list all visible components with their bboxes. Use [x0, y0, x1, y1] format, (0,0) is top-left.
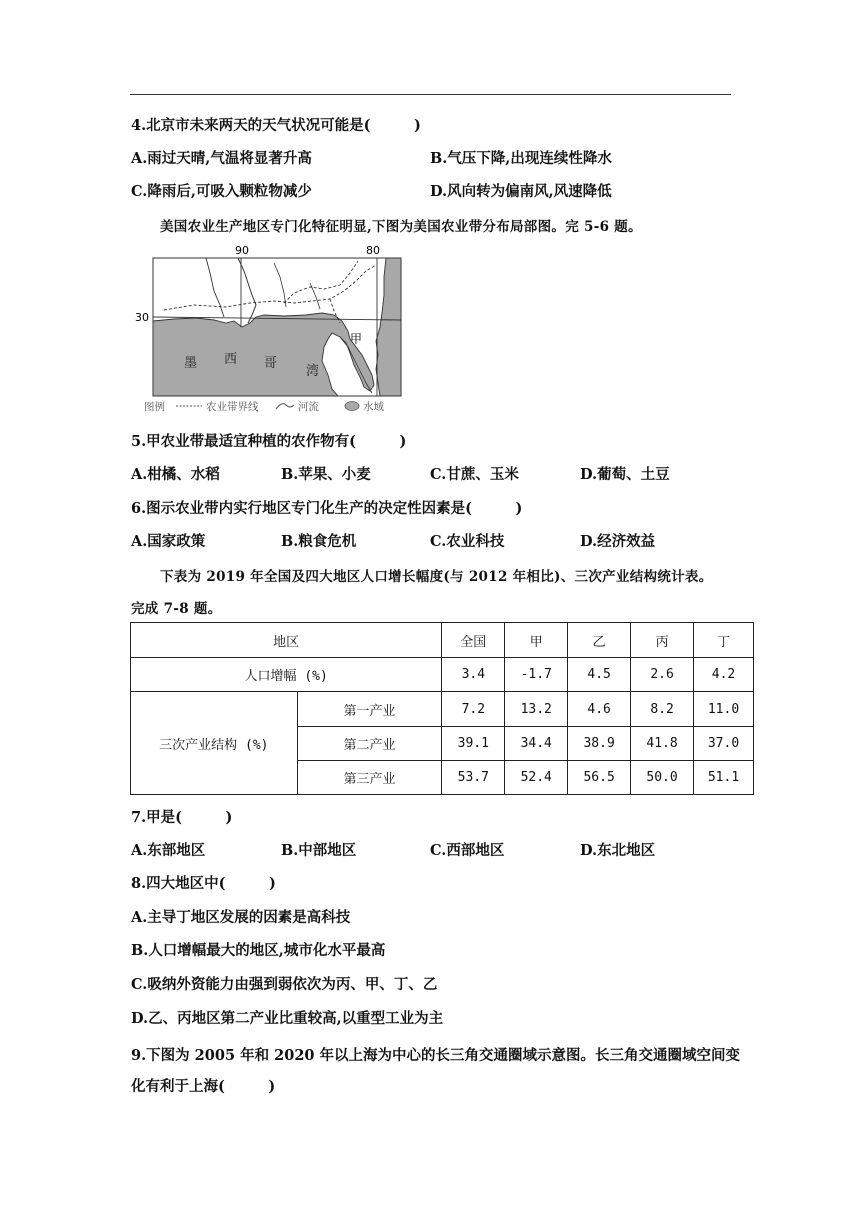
table-cell: 4.6 — [568, 692, 631, 727]
question-7-option-a[interactable]: A.东部地区 — [131, 842, 206, 859]
lon-label-80: 80 — [366, 244, 380, 257]
table-cell: -1.7 — [505, 658, 568, 692]
gulf-char-3: 哥 — [264, 356, 278, 371]
question-8-option-c[interactable]: C.吸纳外资能力由强到弱依次为丙、甲、丁、乙 — [131, 976, 438, 993]
table-cell: 39.1 — [442, 727, 505, 761]
question-5-option-d[interactable]: D.葡萄、土豆 — [580, 466, 670, 483]
row-group-label-structure: 三次产业结构 (%) — [131, 692, 298, 795]
question-8-option-b[interactable]: B.人口增幅最大的地区,城市化水平最高 — [131, 942, 386, 959]
question-9-stem-line2: 化有利于上海( ) — [131, 1078, 276, 1095]
question-4-stem: 4.北京市未来两天的天气状况可能是( ) — [131, 117, 421, 134]
legend-water-label: 水域 — [363, 401, 384, 413]
table-row-population — [131, 658, 754, 692]
gulf-char-4: 湾 — [306, 364, 320, 379]
question-6-option-d[interactable]: D.经济效益 — [580, 533, 656, 550]
question-5-stem: 5.甲农业带最适宜种植的农作物有( ) — [131, 433, 407, 450]
table-cell: 56.5 — [568, 761, 631, 795]
table-row-primary — [131, 692, 754, 727]
table-cell: 8.2 — [631, 692, 694, 727]
row-label-population: 人口增幅 (%) — [131, 658, 442, 692]
lat-label-30: 30 — [135, 311, 149, 324]
question-7-option-b[interactable]: B.中部地区 — [281, 842, 357, 859]
table-cell: 2.6 — [631, 658, 694, 692]
table-cell: 3.4 — [442, 658, 505, 692]
question-7-stem: 7.甲是( ) — [131, 809, 233, 826]
header-cell-region: 地区 — [131, 623, 442, 658]
table-cell: 13.2 — [505, 692, 568, 727]
question-4-option-b[interactable]: B.气压下降,出现连续性降水 — [430, 150, 612, 167]
question-6-option-c[interactable]: C.农业科技 — [430, 533, 505, 550]
question-8-option-a[interactable]: A.主导丁地区发展的因素是高科技 — [131, 909, 351, 926]
table-cell: 7.2 — [442, 692, 505, 727]
region-jia-label: 甲 — [350, 332, 363, 346]
question-4-option-a[interactable]: A.雨过天晴,气温将显著升高 — [131, 150, 312, 167]
row-label-primary: 第一产业 — [297, 692, 442, 727]
question-4-option-c[interactable]: C.降雨后,可吸入颗粒物减少 — [131, 183, 312, 200]
table-cell: 11.0 — [694, 692, 754, 727]
legend-title: 图例 — [144, 401, 165, 413]
question-6-option-b[interactable]: B.粮食危机 — [281, 533, 357, 550]
question-7-option-d[interactable]: D.东北地区 — [580, 842, 656, 859]
table-cell: 53.7 — [442, 761, 505, 795]
gulf-char-2: 西 — [224, 352, 238, 367]
legend-boundary-label: 农业带界线 — [206, 401, 259, 413]
row-label-secondary: 第二产业 — [297, 727, 442, 761]
question-8-stem: 8.四大地区中( ) — [131, 875, 276, 892]
question-5-option-c[interactable]: C.甘蔗、玉米 — [430, 466, 519, 483]
header-cell-jia: 甲 — [505, 623, 568, 658]
lon-label-90: 90 — [235, 244, 249, 257]
question-5-option-a[interactable]: A.柑橘、水稻 — [131, 466, 220, 483]
header-cell-yi: 乙 — [568, 623, 631, 658]
legend-river-label: 河流 — [298, 401, 319, 413]
intro-questions-5-6: 美国农业生产地区专门化特征明显,下图为美国农业带分布局部图。完 5-6 题。 — [160, 219, 642, 235]
header-cell-ding: 丁 — [694, 623, 754, 658]
table-cell: 4.5 — [568, 658, 631, 692]
table-cell: 41.8 — [631, 727, 694, 761]
header-rule — [130, 94, 731, 95]
intro-questions-7-8-line1: 下表为 2019 年全国及四大地区人口增长幅度(与 2012 年相比)、三次产业结构统计表。 — [160, 569, 713, 585]
table-cell: 4.2 — [694, 658, 754, 692]
us-agriculture-belt-map — [134, 243, 404, 415]
gulf-char-1: 墨 — [184, 356, 198, 371]
table-cell: 52.4 — [505, 761, 568, 795]
legend-water-symbol — [345, 402, 359, 411]
question-5-option-b[interactable]: B.苹果、小麦 — [281, 466, 371, 483]
table-cell: 50.0 — [631, 761, 694, 795]
table-cell: 38.9 — [568, 727, 631, 761]
header-cell-national: 全国 — [442, 623, 505, 658]
row-label-tertiary: 第三产业 — [297, 761, 442, 795]
table-cell: 51.1 — [694, 761, 754, 795]
table-cell: 37.0 — [694, 727, 754, 761]
question-6-option-a[interactable]: A.国家政策 — [131, 533, 206, 550]
question-6-stem: 6.图示农业带内实行地区专门化生产的决定性因素是( ) — [131, 500, 523, 517]
question-8-option-d[interactable]: D.乙、丙地区第二产业比重较高,以重型工业为主 — [131, 1010, 444, 1027]
intro-questions-7-8-line2: 完成 7-8 题。 — [131, 601, 222, 617]
question-9-stem-line1: 9.下图为 2005 年和 2020 年以上海为中心的长三角交通圈域示意图。长三角交通圈域空间变 — [131, 1047, 741, 1064]
question-4-option-d[interactable]: D.风向转为偏南风,风速降低 — [430, 183, 612, 200]
legend-river-symbol — [276, 404, 294, 409]
question-7-option-c[interactable]: C.西部地区 — [430, 842, 505, 859]
table-cell: 34.4 — [505, 727, 568, 761]
table-header-row — [131, 623, 754, 658]
header-cell-bing: 丙 — [631, 623, 694, 658]
region-statistics-table — [130, 622, 754, 795]
